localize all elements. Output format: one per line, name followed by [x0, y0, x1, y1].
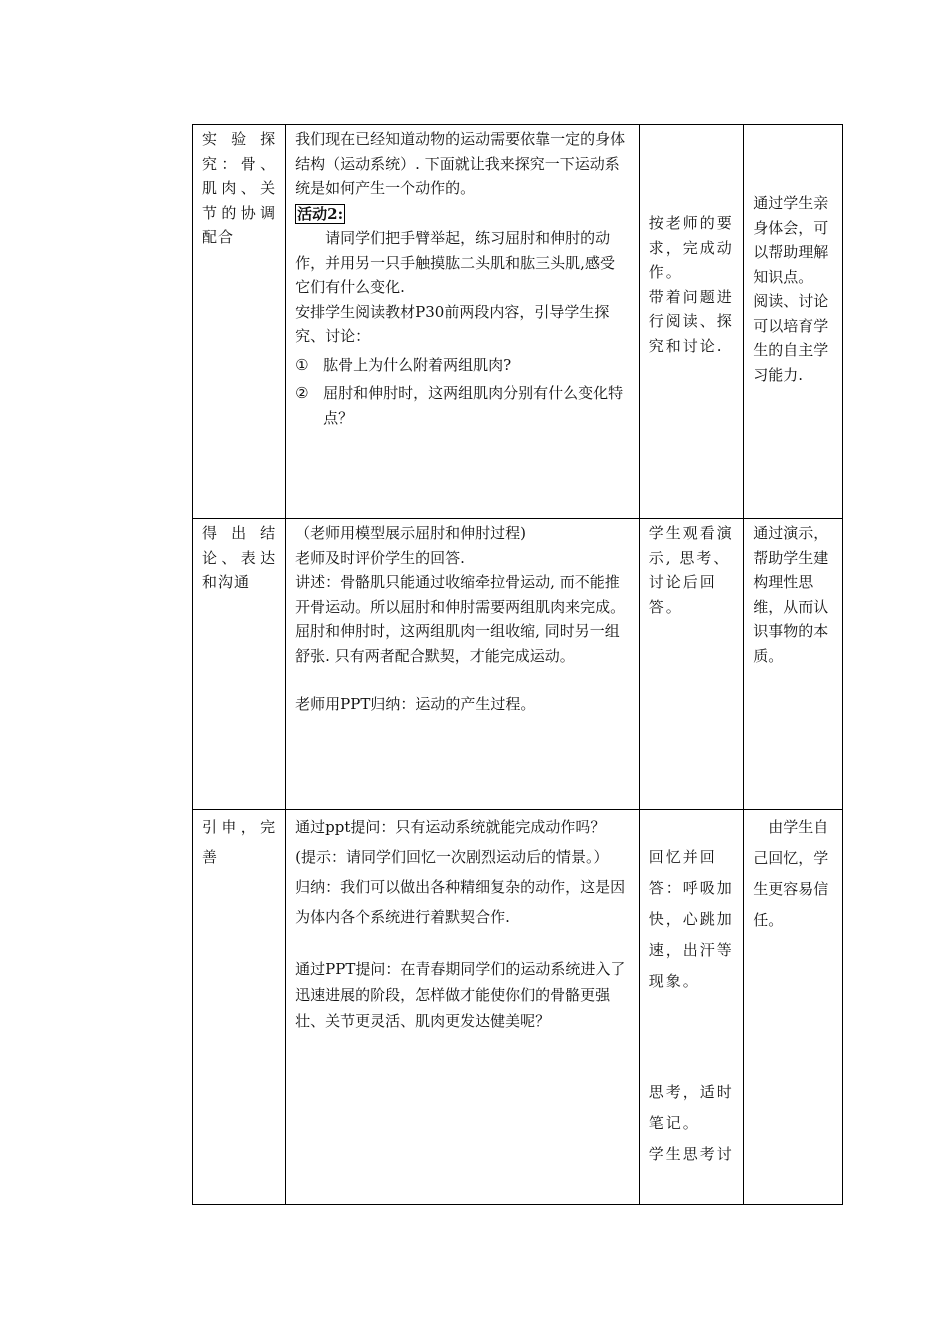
student-activity-cell — [639, 810, 743, 1205]
activity-label: 活动2: — [297, 204, 344, 223]
stage-label: 得出结论、表达和沟通 — [202, 524, 277, 591]
summary-text: 归纳：我们可以做出各种精细复杂的动作，这是因为体内各个系统进行着默契合作. — [295, 878, 626, 926]
student-text: 思考，适时笔记。 — [648, 1083, 734, 1132]
purpose-text: 由学生自己回忆，学生更容易信任。 — [753, 818, 829, 929]
student-text: 按老师的要求，完成动作。 — [648, 214, 734, 281]
student-text: 回忆并回答：呼吸加快，心跳加速，出汗等现象。 — [648, 848, 734, 990]
teacher-activity-cell — [286, 519, 640, 810]
list-number: ① — [295, 355, 309, 374]
student-activity-cell — [639, 125, 743, 519]
student-activity-cell — [639, 519, 743, 810]
teacher-activity-cell — [286, 810, 640, 1205]
list-item — [295, 381, 630, 430]
question-text: 通过PPT提问：在青春期同学们的运动系统进入了迅速进展的阶段，怎样做才能使你们的骨骼更强壮、关节更灵活、肌肉更发达健美呢？ — [295, 960, 626, 1030]
intro-text: 我们现在已经知道动物的运动需要依靠一定的身体结构（运动系统）. 下面就让我来探究一下运动系统是如何产生一个动作的。 — [295, 130, 626, 197]
table-row — [193, 125, 843, 519]
list-number: ② — [295, 384, 309, 402]
student-text: 学生思考讨 — [648, 1145, 734, 1163]
stage-cell — [193, 125, 286, 519]
purpose-cell — [744, 810, 843, 1205]
purpose-text: 通过演示，帮助学生建构理性思维，从而认识事物的本质。 — [753, 524, 829, 665]
hint-text: (提示：请同学们回忆一次剧烈运动后的情景。） — [295, 848, 609, 866]
reading-instruction: 安排学生阅读教材P30前两段内容，引导学生探究、讨论： — [295, 302, 610, 345]
evaluation-text: 老师及时评价学生的回答. — [295, 548, 465, 567]
list-item — [295, 353, 630, 378]
question-text: 屈肘和伸肘时，这两组肌肉分别有什么变化特点？ — [323, 384, 624, 427]
purpose-cell — [744, 519, 843, 810]
student-text: 带着问题进行阅读、探究和讨论. — [648, 287, 734, 355]
purpose-text: 阅读、讨论可以培育学生的自主学习能力. — [753, 292, 829, 384]
purpose-text: 通过学生亲身体会，可以帮助理解知识点。 — [753, 194, 829, 286]
explanation-text: 屈肘和伸肘时，这两组肌肉一组收缩, 同时另一组舒张. 只有两者配合默契，才能完成运动。 — [295, 622, 620, 665]
teacher-activity-cell — [286, 125, 640, 519]
stage-label: 实验探究：骨、肌肉、关节的协调配合 — [202, 130, 277, 246]
table-row — [193, 519, 843, 810]
purpose-cell — [744, 125, 843, 519]
question-text: 肱骨上为什么附着两组肌肉? — [323, 355, 512, 374]
question-text: 通过ppt提问：只有运动系统就能完成动作吗？ — [295, 818, 606, 836]
table-row — [193, 810, 843, 1205]
stage-cell — [193, 810, 286, 1205]
activity-description: 请同学们把手臂举起，练习屈肘和伸肘的动作，并用另一只手触摸肱二头肌和肱三头肌,感受它们有什么变化. — [295, 229, 615, 296]
stage-cell — [193, 519, 286, 810]
stage-label: 引申，完善 — [202, 818, 277, 866]
explanation-text: 讲述：骨骼肌只能通过收缩牵拉骨运动, 而不能推开骨运动。所以屈肘和伸肘需要两组肌肉来完成。 — [295, 573, 626, 616]
demo-text: （老师用模型展示屈肘和伸肘过程) — [295, 524, 527, 542]
lesson-plan-table — [192, 124, 843, 1205]
student-text: 学生观看演示, 思考、讨论后回答。 — [648, 524, 734, 616]
summary-text: 老师用PPT归纳：运动的产生过程。 — [295, 695, 536, 713]
